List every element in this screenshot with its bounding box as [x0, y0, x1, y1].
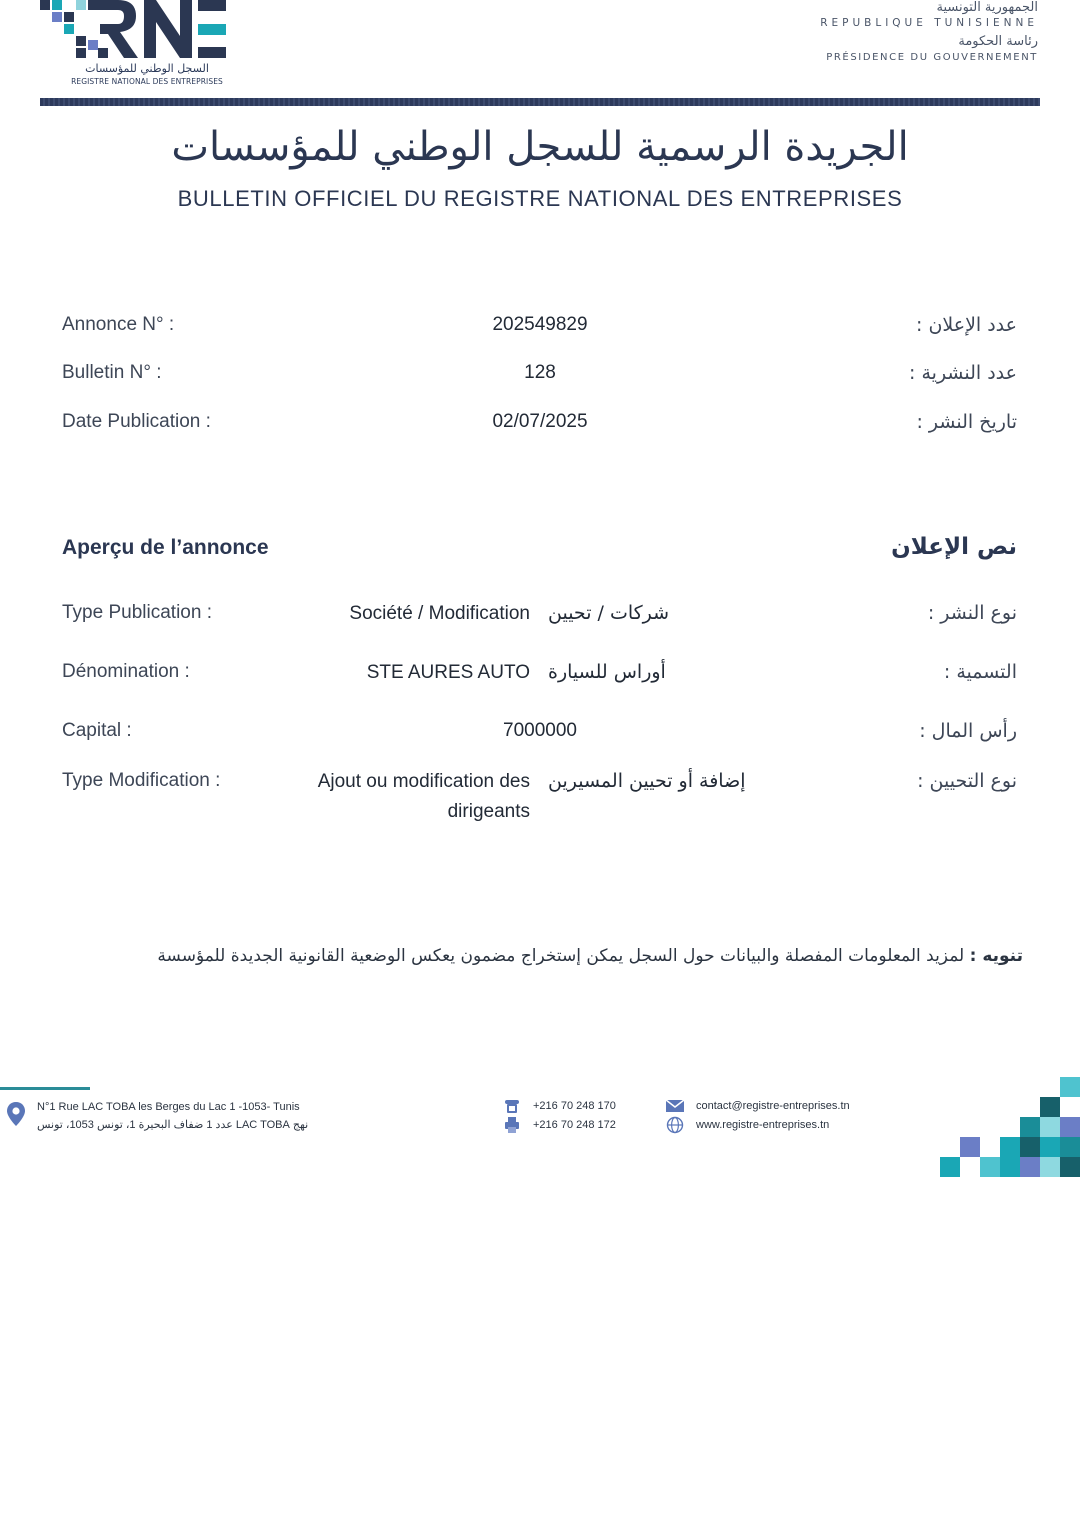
type-modification-value-fr-line2: dirigeants: [447, 801, 530, 822]
capital-value: 7000000: [503, 720, 577, 741]
date-label-fr: Date Publication :: [62, 411, 211, 432]
fax-number[interactable]: +216 70 248 172: [533, 1119, 616, 1131]
bulletin-label-ar: عدد النشرية :: [909, 362, 1017, 384]
type-publication-value-ar: شركات / تحيين: [548, 602, 670, 624]
page-title-french: BULLETIN OFFICIEL DU REGISTRE NATIONAL DES ENTREPRISES: [177, 186, 903, 211]
type-modification-value-fr-line1: Ajout ou modification des: [317, 771, 530, 792]
email-link[interactable]: contact@registre-entreprises.tn: [696, 1100, 850, 1112]
denomination-label-fr: Dénomination :: [62, 661, 190, 682]
notice-label: تنويه :: [969, 946, 1023, 966]
bulletin-label-fr: Bulletin N° :: [62, 362, 162, 383]
denomination-label-ar: التسمية :: [943, 661, 1017, 683]
header-divider: [40, 98, 1040, 106]
notice-body: لمزيد المعلومات المفصلة والبيانات حول السجل يمكن إستخراج مضمون يعكس الوضعية القانونية الجديدة للمؤسسة: [157, 946, 965, 966]
phone-number[interactable]: +216 70 248 170: [533, 1100, 616, 1112]
page-title-arabic: الجريدة الرسمية للسجل الوطني للمؤسسات: [171, 124, 909, 170]
globe-icon: [666, 1116, 684, 1134]
website-link[interactable]: www.registre-entreprises.tn: [696, 1119, 830, 1131]
type-modification-value-fr: [270, 767, 530, 827]
denomination-value-fr: STE AURES AUTO: [366, 662, 530, 683]
logo-subtitle-ar: السجل الوطني للمؤسسات: [85, 62, 209, 75]
presidency-arabic: رئاسة الحكومة: [958, 34, 1038, 49]
mail-icon: [665, 1097, 685, 1115]
section-title-fr: Aperçu de l’annonce: [62, 536, 269, 559]
type-modification-label-ar: نوع التحيين :: [917, 770, 1017, 792]
fax-icon: [503, 1116, 521, 1134]
section-title-ar: نص الإعلان: [891, 534, 1017, 560]
capital-label-fr: Capital :: [62, 720, 132, 741]
bulletin-number: 128: [524, 362, 556, 383]
publication-date: 02/07/2025: [492, 411, 588, 432]
type-publication-label-ar: نوع النشر :: [927, 602, 1017, 624]
type-publication-value-fr: Société / Modification: [349, 603, 530, 624]
address-fr: N°1 Rue LAC TOBA les Berges du Lac 1 -1053- Tunis: [37, 1101, 300, 1113]
address-ar: نهج LAC TOBA عدد 1 ضفاف البحيرة 1، تونس 1053، تونس: [37, 1119, 309, 1131]
annonce-label-fr: Annonce N° :: [62, 314, 175, 335]
republic-french: REPUBLIQUE TUNISIENNE: [820, 17, 1038, 29]
capital-label-ar: رأس المال :: [919, 720, 1017, 742]
presidency-french: PRÉSIDENCE DU GOUVERNEMENT: [826, 52, 1038, 63]
footer-mosaic-decoration: [940, 1077, 1080, 1177]
notice-text: [63, 946, 1023, 966]
annonce-number: 202549829: [492, 314, 588, 335]
annonce-label-ar: عدد الإعلان :: [916, 314, 1017, 336]
telephone-icon: [503, 1097, 521, 1115]
date-label-ar: تاريخ النشر :: [916, 411, 1017, 433]
type-publication-label-fr: Type Publication :: [62, 602, 212, 623]
logo-subtitle-fr: REGISTRE NATIONAL DES ENTREPRISES: [71, 77, 223, 86]
type-modification-label-fr: Type Modification :: [62, 770, 221, 791]
location-pin-icon: [6, 1101, 26, 1127]
denomination-value-ar: أوراس للسيارة: [548, 661, 666, 683]
republic-arabic: الجمهورية التونسية: [936, 0, 1038, 15]
type-modification-value-ar: إضافة أو تحيين المسيرين: [548, 770, 746, 792]
footer-accent-line: [0, 1087, 90, 1090]
